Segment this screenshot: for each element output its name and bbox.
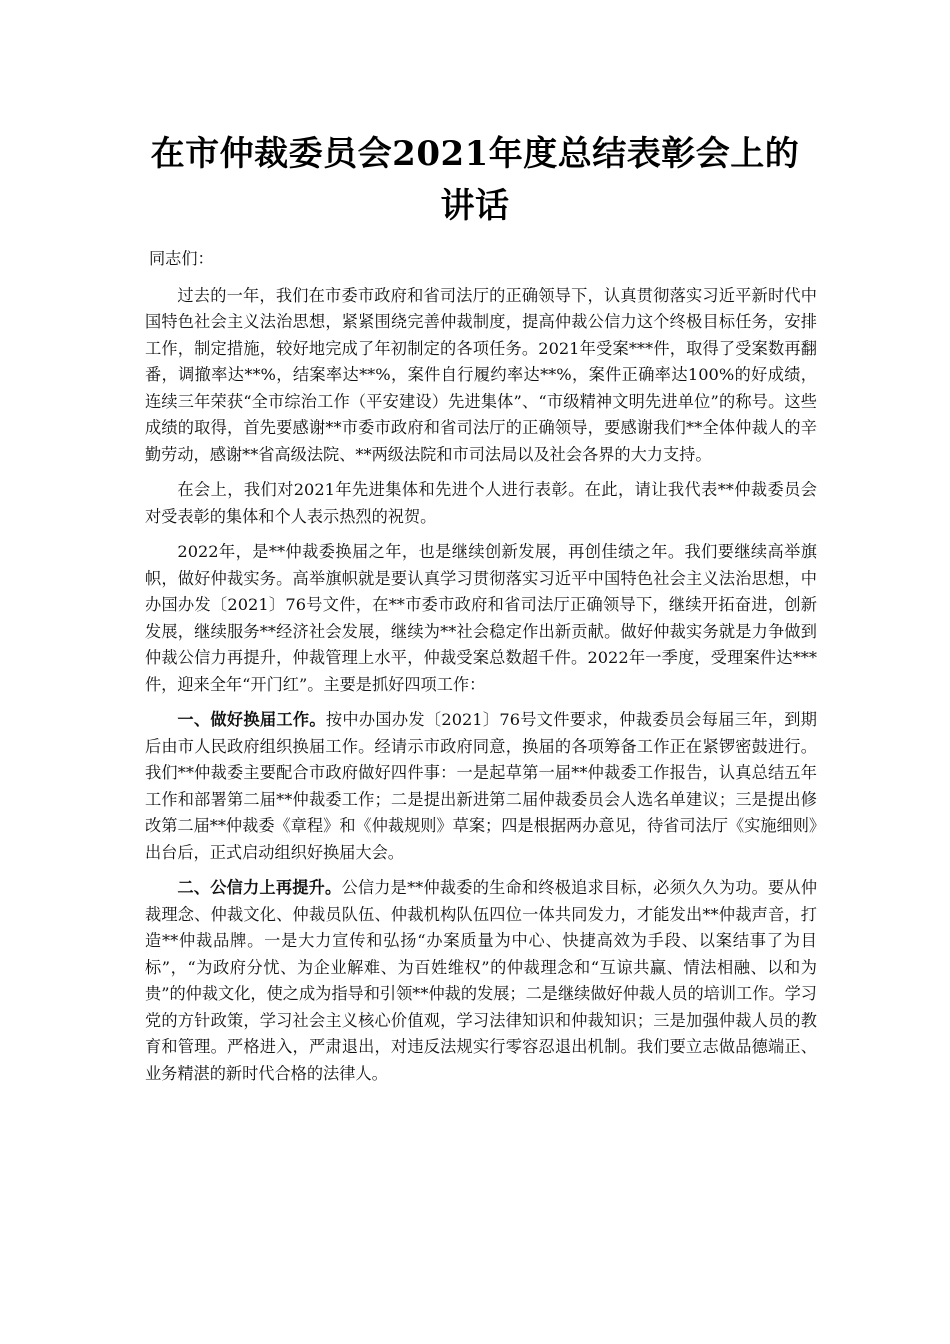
paragraph-4: [145, 707, 817, 866]
document-body: [145, 246, 817, 1096]
paragraph-5-text: 公信力是**仲裁委的生命和终极追求目标，必须久久为功。要从仲裁理念、仲裁文化、仲裁员队伍、仲裁机构队伍四位一体共同发力，才能发出**仲裁声音，打造**仲裁品牌。一是大力宣传和弘扬“办案质量为中心、快捷高效为手段、以案结事了为目标”，“为政府分忧、为企业解难、为百姓维权”的仲裁理念和“互谅共赢、情法相融、以和为贵”的仲裁文化，使之成为指导和引领**仲裁的发展；二是继续做好仲裁人员的培训工作。学习党的方针政策，学习社会主义核心价值观，学习法律知识和仲裁知识；三是加强仲裁人员的教育和管理。严格进入，严肃退出，对违反法规实行零容忍退出机制。我们要立志做品德端正、业务精湛的新时代合格的法律人。: [145, 878, 818, 1083]
salutation: 同志们：: [149, 249, 214, 268]
paragraph-2: [145, 477, 817, 530]
paragraph-3: [145, 539, 817, 698]
section-heading-2: 二、公信力上再提升。: [177, 878, 342, 897]
title-line-1: 在市仲裁委员会2021年度总结表彰会上的: [150, 134, 800, 174]
paragraph-3-text: 2022年，是**仲裁委换届之年，也是继续创新发展，再创佳绩之年。我们要继续高举旗帜，做好仲裁实务。高举旗帜就是要认真学习贯彻落实习近平中国特色社会主义法治思想，中办国办发〔2021〕76号文件，在**市委市政府和省司法厅正确领导下，继续开拓奋进，创新发展，继续服务**经济社会发展，继续为**社会稳定作出新贡献。做好仲裁实务就是力争做到仲裁公信力再提升，仲裁管理上水平，仲裁受案总数超千件。2022年一季度，受理案件达***件，迎来全年“开门红”。主要是抓好四项工作：: [145, 542, 817, 694]
document-title: [140, 128, 810, 232]
paragraph-1: [145, 283, 817, 469]
paragraph-5: [145, 875, 817, 1087]
title-line-2: 讲话: [440, 186, 510, 226]
paragraph-1-text: 过去的一年，我们在市委市政府和省司法厅的正确领导下，认真贯彻落实习近平新时代中国特色社会主义法治思想，紧紧围绕完善仲裁制度，提高仲裁公信力这个终极目标任务，安排工作，制定措施，较好地完成了年初制定的各项任务。2021年受案***件，取得了受案数再翻番，调撤率达**%，结案率达**%，案件自行履约率达**%，案件正确率达100%的好成绩，连续三年荣获“全市综治工作（平安建设）先进集体”、“市级精神文明先进单位”的称号。这些成绩的取得，首先要感谢**市委市政府和省司法厅的正确领导，要感谢我们**全体仲裁人的辛勤劳动，感谢**省高级法院、**两级法院和市司法局以及社会各界的大力支持。: [145, 285, 817, 464]
section-heading-1: 一、做好换届工作。: [177, 710, 326, 729]
paragraph-4-text: 按中办国办发〔2021〕76号文件要求，仲裁委员会每届三年，到期后由市人民政府组织换届工作。经请示市政府同意，换届的各项筹备工作正在紧锣密鼓进行。我们**仲裁委主要配合市政府做好四件事：一是起草第一届**仲裁委工作报告，认真总结五年工作和部署第二届**仲裁委工作；二是提出新进第二届仲裁委员会人选名单建议；三是提出修改第二届**仲裁委《章程》和《仲裁规则》草案；四是根据两办意见，待省司法厅《实施细则》出台后，正式启动组织好换届大会。: [145, 710, 817, 862]
paragraph-2-text: 在会上，我们对2021年先进集体和先进个人进行表彰。在此，请让我代表**仲裁委员会对受表彰的集体和个人表示热烈的祝贺。: [145, 480, 817, 526]
